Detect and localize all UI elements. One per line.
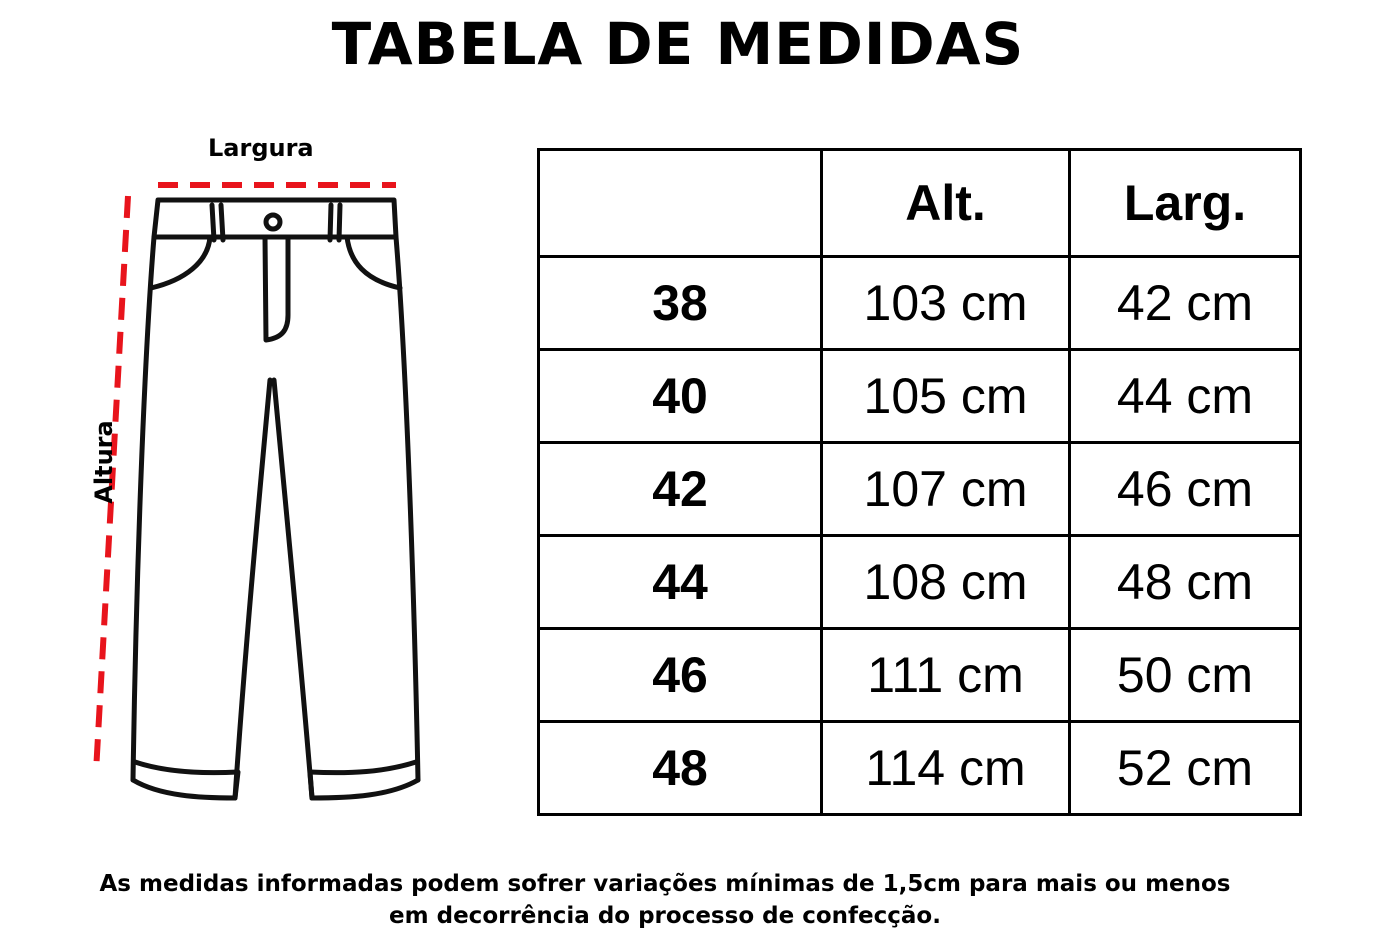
size-cell: 38 xyxy=(539,257,822,350)
header-size xyxy=(539,150,822,257)
alt-cell: 114 cm xyxy=(822,722,1070,815)
width-label: Largura xyxy=(208,134,314,162)
size-cell: 42 xyxy=(539,443,822,536)
larg-cell: 52 cm xyxy=(1070,722,1301,815)
header-larg: Larg. xyxy=(1070,150,1301,257)
size-cell: 44 xyxy=(539,536,822,629)
larg-cell: 50 cm xyxy=(1070,629,1301,722)
alt-cell: 111 cm xyxy=(822,629,1070,722)
size-cell: 48 xyxy=(539,722,822,815)
footnote-line-1: As medidas informadas podem sofrer variações mínimas de 1,5cm para mais ou menos xyxy=(99,871,1231,897)
size-cell: 40 xyxy=(539,350,822,443)
table-row xyxy=(539,722,1301,815)
height-label: Altura xyxy=(90,420,118,504)
pants-diagram xyxy=(60,130,440,830)
alt-cell: 105 cm xyxy=(822,350,1070,443)
footnote xyxy=(0,868,1330,932)
table-row xyxy=(539,629,1301,722)
alt-cell: 107 cm xyxy=(822,443,1070,536)
header-alt: Alt. xyxy=(822,150,1070,257)
larg-cell: 44 cm xyxy=(1070,350,1301,443)
size-table xyxy=(537,148,1302,816)
alt-cell: 108 cm xyxy=(822,536,1070,629)
alt-cell: 103 cm xyxy=(822,257,1070,350)
larg-cell: 42 cm xyxy=(1070,257,1301,350)
table-row xyxy=(539,257,1301,350)
page-title: TABELA DE MEDIDAS xyxy=(331,10,1025,78)
size-cell: 46 xyxy=(539,629,822,722)
footnote-line-2: em decorrência do processo de confecção. xyxy=(389,903,941,929)
table-row xyxy=(539,443,1301,536)
larg-cell: 46 cm xyxy=(1070,443,1301,536)
table-row xyxy=(539,350,1301,443)
table-row xyxy=(539,536,1301,629)
table-header-row xyxy=(539,150,1301,257)
larg-cell: 48 cm xyxy=(1070,536,1301,629)
